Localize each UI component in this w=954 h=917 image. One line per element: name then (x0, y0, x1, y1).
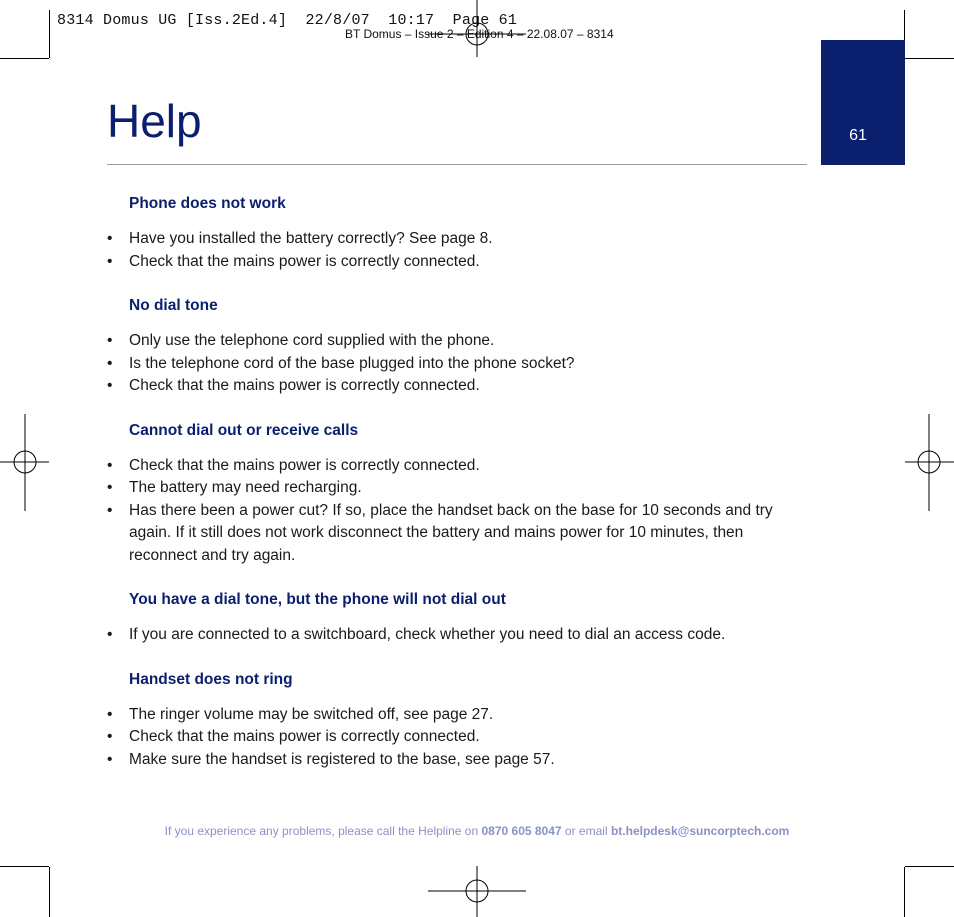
footer-text-middle: or email (561, 824, 611, 838)
footer-email: bt.helpdesk@suncorptech.com (610, 824, 790, 838)
bullet-icon: • (107, 728, 113, 745)
section-heading: Phone does not work (129, 195, 286, 212)
list-item (107, 500, 807, 568)
page-number: 61 (849, 127, 867, 144)
page-title: Help (107, 95, 202, 147)
bullet-icon: • (107, 332, 113, 349)
list-item-text: Only use the telephone cord supplied with the phone. (129, 332, 495, 349)
page-tab (821, 40, 905, 165)
bullet-list (107, 455, 807, 568)
list-item-text: If you are connected to a switchboard, check whether you need to dial an access code. (129, 626, 726, 643)
footer-text-before: If you experience any problems, please call the Helpline on (164, 824, 482, 838)
list-item-text: Make sure the handset is registered to the base, see page 57. (129, 750, 555, 768)
list-item-text: Check that the mains power is correctly connected. (129, 456, 480, 474)
bullet-icon: • (107, 501, 113, 519)
list-item (107, 477, 807, 500)
section-heading: Cannot dial out or receive calls (129, 421, 359, 439)
list-item-text: The battery may need recharging. (129, 479, 362, 496)
list-item-text: Check that the mains power is correctly connected. (129, 252, 480, 270)
help-content (107, 194, 807, 771)
list-item (107, 228, 807, 251)
list-item (107, 251, 807, 274)
section-heading: Handset does not ring (129, 670, 293, 688)
bullet-list (107, 704, 807, 772)
help-section (107, 590, 807, 647)
footer-phone: 0870 605 8047 (481, 824, 562, 838)
list-item (107, 749, 807, 772)
list-item-text: Have you installed the battery correctly? See page 8. (129, 230, 493, 247)
print-slug: 8314 Domus UG [Iss.2Ed.4] 22/8/07 10:17 Page 61 (57, 12, 518, 29)
list-item (107, 353, 807, 376)
bullet-icon: • (107, 626, 113, 643)
bullet-icon: • (107, 750, 113, 768)
bullet-list (107, 330, 807, 398)
help-section (107, 421, 807, 568)
list-item-text: The ringer volume may be switched off, see page 27. (129, 705, 494, 723)
list-item (107, 330, 807, 353)
print-slug-secondary: BT Domus – Issue 2 – Edition 4 – 22.08.07 – 8314 (345, 27, 614, 41)
bullet-list (107, 624, 807, 647)
list-item (107, 704, 807, 727)
bullet-icon: • (107, 479, 113, 496)
list-item-text: Is the telephone cord of the base plugged into the phone socket? (129, 354, 575, 372)
help-section (107, 296, 807, 398)
list-item-text: Check that the mains power is correctly connected. (129, 728, 480, 745)
bullet-icon: • (107, 252, 113, 270)
bullet-icon: • (107, 377, 113, 394)
help-section (107, 670, 807, 772)
list-item (107, 624, 807, 647)
section-heading: No dial tone (129, 297, 218, 314)
list-item-text: Check that the mains power is correctly connected. (129, 377, 480, 394)
list-item (107, 375, 807, 398)
title-divider (107, 164, 807, 165)
list-item-text: Has there been a power cut? If so, place the handset back on the base for 10 seconds and try again. If it still does not work disconnect the battery and mains power for 10 minutes, then reconnect and try again. (129, 501, 773, 564)
footer-helpline (0, 824, 954, 838)
list-item (107, 455, 807, 478)
bullet-icon: • (107, 230, 113, 247)
section-heading: You have a dial tone, but the phone will not dial out (129, 591, 506, 608)
bullet-icon: • (107, 705, 113, 723)
bullet-list (107, 228, 807, 273)
bullet-icon: • (107, 354, 113, 372)
list-item (107, 726, 807, 749)
help-section (107, 194, 807, 273)
bullet-icon: • (107, 456, 113, 474)
